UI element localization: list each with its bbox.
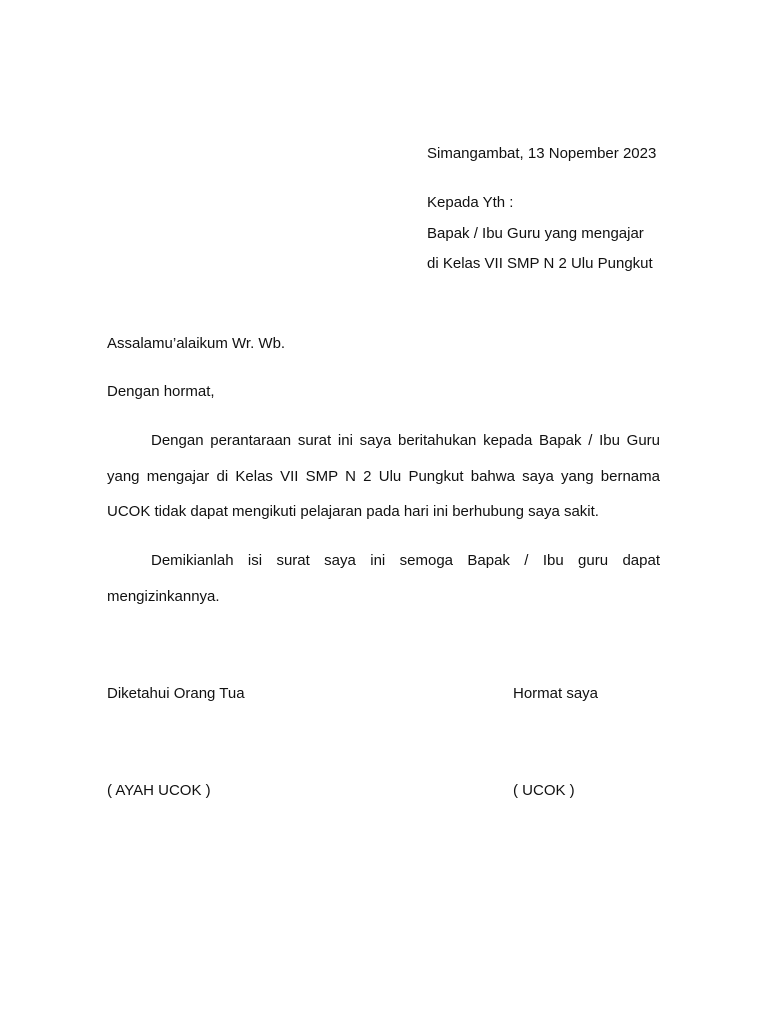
- recipient-line-1: Bapak / Ibu Guru yang mengajar: [427, 225, 644, 242]
- signature-left-name: ( AYAH UCOK ): [107, 782, 211, 799]
- body-paragraph-1: Dengan perantaraan surat ini saya beritahukan kepada Bapak / Ibu Guru yang mengajar di Kelas VII SMP N 2 Ulu Pungkut bahwa saya yang bernama UCOK tidak dapat mengikuti pelajaran pada hari ini berhubung saya sakit.: [107, 432, 660, 520]
- signature-right-name: ( UCOK ): [513, 782, 575, 799]
- signature-left-label: Diketahui Orang Tua: [107, 685, 245, 702]
- greeting: Assalamu’alaikum Wr. Wb.: [107, 335, 286, 352]
- place-date: Simangambat, 13 Nopember 2023: [427, 145, 657, 162]
- body-paragraph-2: Demikianlah isi surat saya ini semoga Bapak / Ibu guru dapat mengizinkannya.: [107, 552, 660, 605]
- recipient-salutation: Kepada Yth :: [427, 194, 514, 211]
- signature-right-label: Hormat saya: [513, 685, 599, 702]
- recipient-line-2: di Kelas VII SMP N 2 Ulu Pungkut: [427, 255, 653, 272]
- opening: Dengan hormat,: [107, 383, 215, 400]
